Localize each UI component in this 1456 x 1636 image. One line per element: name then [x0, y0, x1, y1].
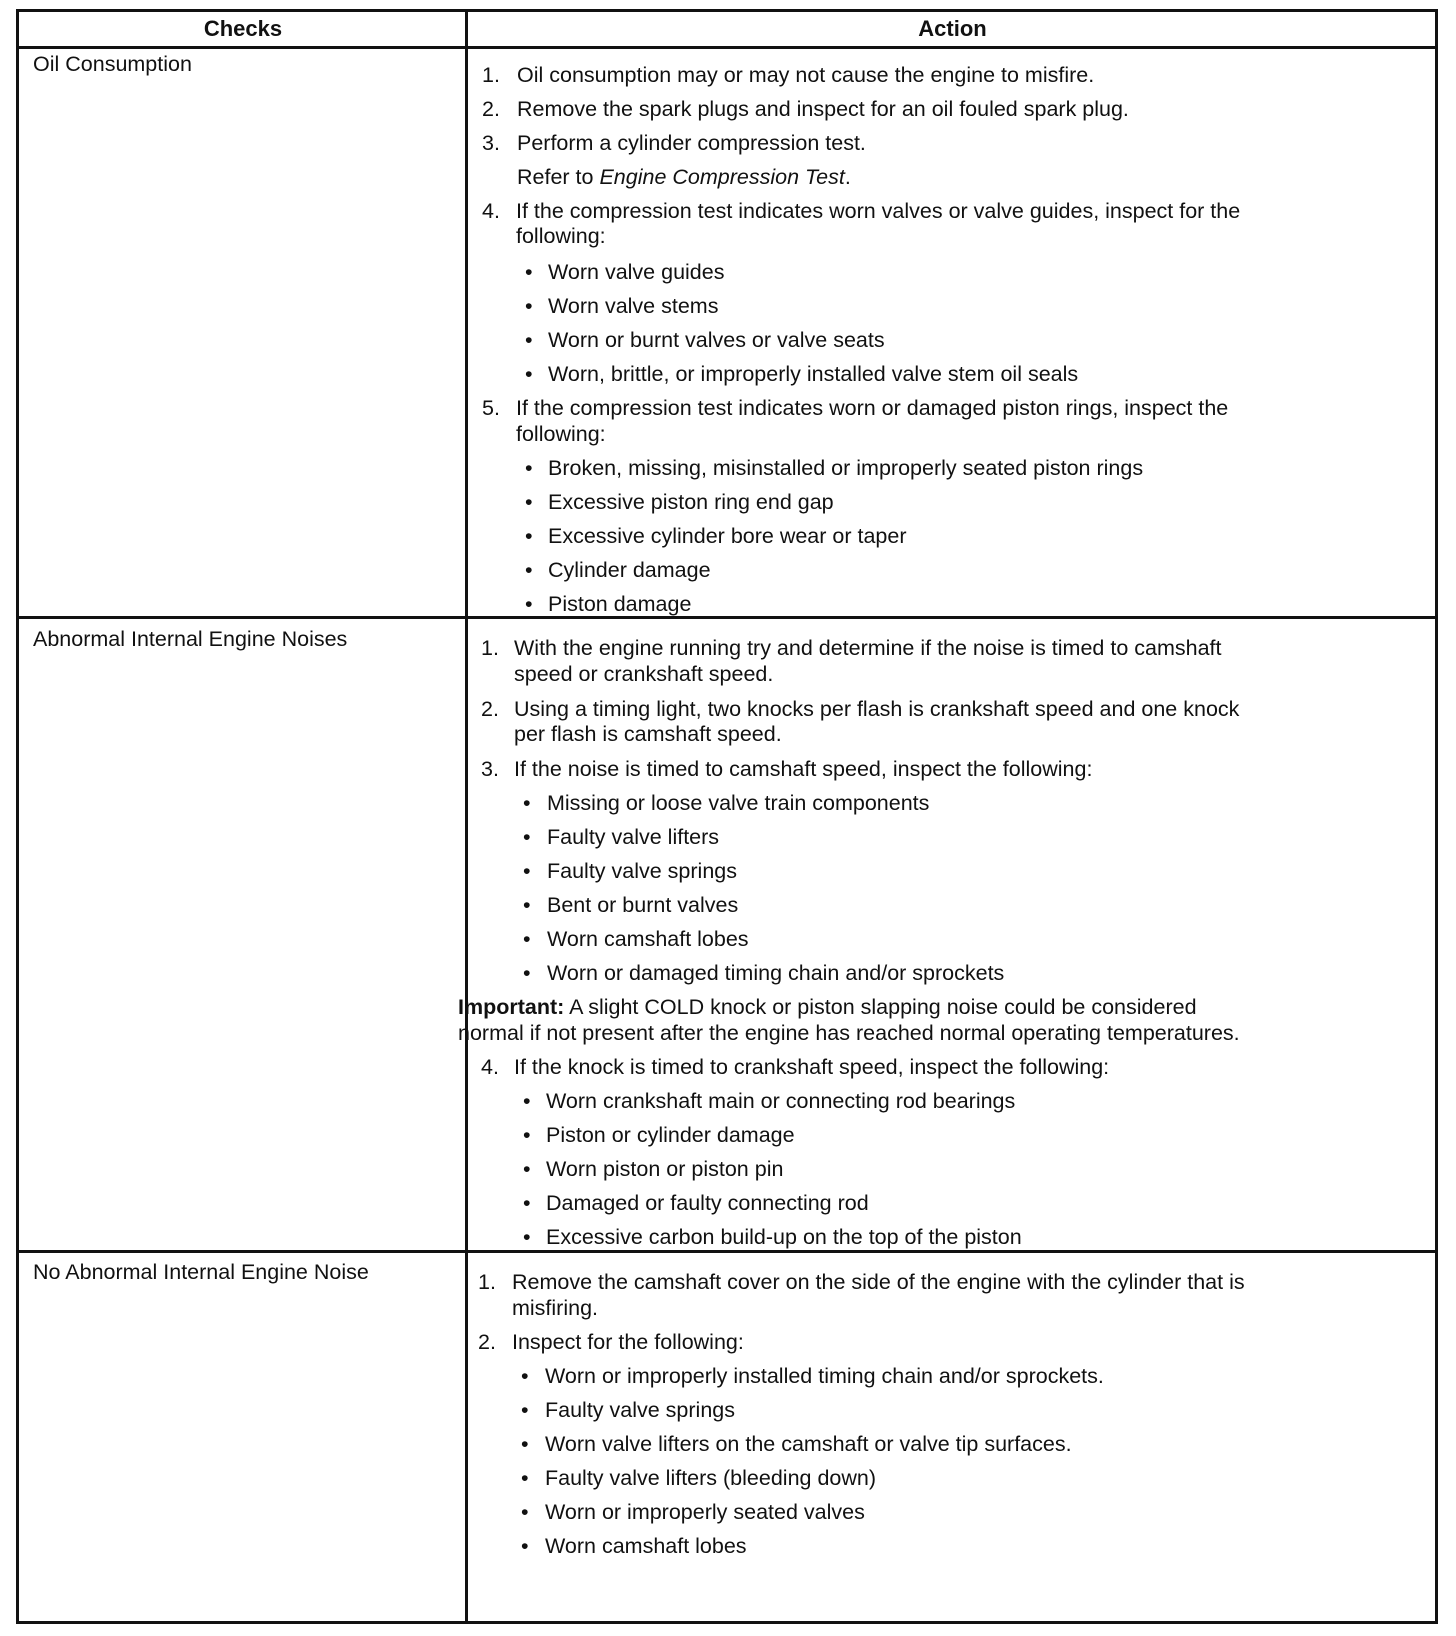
reference-suffix: .: [844, 165, 851, 189]
important-label: Important:: [458, 995, 565, 1019]
row-divider: [19, 616, 1435, 619]
bullet-icon: •: [525, 592, 533, 616]
bullet-text: Excessive cylinder bore wear or taper: [548, 524, 907, 548]
check-label: Abnormal Internal Engine Noises: [33, 627, 348, 651]
bullet-icon: •: [523, 1157, 531, 1181]
important-text: A slight COLD knock or piston slapping noise could be considered: [564, 995, 1197, 1019]
step-text: If the noise is timed to camshaft speed, inspect the following:: [514, 757, 1093, 781]
step-number: 5.: [482, 396, 500, 420]
bullet-icon: •: [523, 859, 531, 883]
bullet-text: Faulty valve springs: [547, 859, 737, 883]
step-number: 2.: [482, 97, 500, 121]
step-text: With the engine running try and determine if the noise is timed to camshaft: [514, 636, 1222, 660]
bullet-icon: •: [521, 1364, 529, 1388]
step-text: speed or crankshaft speed.: [514, 662, 774, 686]
bullet-text: Worn camshaft lobes: [545, 1534, 747, 1558]
table-header: [19, 12, 1435, 49]
bullet-text: Faulty valve lifters: [547, 825, 720, 849]
bullet-icon: •: [521, 1534, 529, 1558]
check-label: Oil Consumption: [33, 52, 192, 76]
step-text: Oil consumption may or may not cause the engine to misfire.: [517, 63, 1095, 87]
step-number: 1.: [481, 636, 499, 660]
bullet-text: Excessive piston ring end gap: [548, 490, 834, 514]
bullet-icon: •: [523, 825, 531, 849]
step-number: 1.: [482, 63, 500, 87]
bullet-icon: •: [523, 893, 531, 917]
bullet-icon: •: [525, 490, 533, 514]
bullet-icon: •: [523, 1123, 531, 1147]
bullet-text: Worn valve lifters on the camshaft or valve tip surfaces.: [545, 1432, 1072, 1456]
bullet-icon: •: [521, 1432, 529, 1456]
diagnostic-table: [16, 9, 1438, 1624]
action-column-header: Action: [918, 16, 987, 41]
step-text: following:: [516, 224, 606, 248]
bullet-text: Damaged or faulty connecting rod: [546, 1191, 869, 1215]
step-text: Remove the camshaft cover on the side of the engine with the cylinder that is: [512, 1270, 1245, 1294]
step-number: 3.: [482, 131, 500, 155]
bullet-icon: •: [525, 456, 533, 480]
step-number: 1.: [478, 1270, 496, 1294]
bullet-icon: •: [525, 260, 533, 284]
bullet-text: Worn, brittle, or improperly installed valve stem oil seals: [548, 362, 1079, 386]
step-text: If the knock is timed to crankshaft speed, inspect the following:: [514, 1055, 1110, 1079]
bullet-text: Worn or improperly installed timing chain and/or sprockets.: [545, 1364, 1104, 1388]
bullet-text: Broken, missing, misinstalled or improperly seated piston rings: [548, 456, 1144, 480]
important-note: [458, 995, 1197, 1020]
bullet-icon: •: [525, 362, 533, 386]
important-text: normal if not present after the engine has reached normal operating temperatures.: [458, 1021, 1240, 1045]
checks-column-header: Checks: [203, 16, 283, 41]
bullet-text: Worn or improperly seated valves: [545, 1500, 865, 1524]
step-number: 4.: [482, 199, 500, 223]
bullet-icon: •: [521, 1500, 529, 1524]
step-number: 2.: [478, 1330, 496, 1354]
bullet-text: Faulty valve lifters (bleeding down): [545, 1466, 877, 1490]
bullet-text: Excessive carbon build-up on the top of the piston: [546, 1225, 1022, 1249]
bullet-icon: •: [523, 1089, 531, 1113]
step-text: If the compression test indicates worn valves or valve guides, inspect for the: [516, 199, 1241, 223]
bullet-icon: •: [523, 1191, 531, 1215]
bullet-text: Worn camshaft lobes: [547, 927, 749, 951]
bullet-icon: •: [523, 791, 531, 815]
step-text: following:: [516, 422, 606, 446]
step-text: Using a timing light, two knocks per flash is crankshaft speed and one knock: [514, 697, 1240, 721]
bullet-text: Cylinder damage: [548, 558, 711, 582]
row-divider: [19, 1250, 1435, 1253]
bullet-icon: •: [525, 294, 533, 318]
step-text: If the compression test indicates worn or damaged piston rings, inspect the: [516, 396, 1229, 420]
column-divider: [465, 12, 468, 1621]
check-label: No Abnormal Internal Engine Noise: [33, 1260, 369, 1284]
bullet-icon: •: [521, 1398, 529, 1422]
bullet-text: Worn or burnt valves or valve seats: [548, 328, 885, 352]
step-number: 3.: [481, 757, 499, 781]
bullet-text: Faulty valve springs: [545, 1398, 735, 1422]
step-number: 2.: [481, 697, 499, 721]
bullet-text: Piston or cylinder damage: [546, 1123, 795, 1147]
step-text: per flash is camshaft speed.: [514, 722, 782, 746]
reference-link: Engine Compression Test: [599, 165, 845, 189]
reference-prefix: Refer to: [517, 165, 600, 189]
step-reference: [517, 165, 851, 190]
bullet-text: Worn piston or piston pin: [546, 1157, 784, 1181]
bullet-text: Worn valve guides: [548, 260, 725, 284]
bullet-text: Worn crankshaft main or connecting rod bearings: [546, 1089, 1016, 1113]
bullet-icon: •: [525, 524, 533, 548]
bullet-icon: •: [523, 1225, 531, 1249]
step-text: Perform a cylinder compression test.: [517, 131, 866, 155]
bullet-text: Worn valve stems: [548, 294, 719, 318]
bullet-icon: •: [521, 1466, 529, 1490]
bullet-icon: •: [523, 927, 531, 951]
bullet-icon: •: [525, 558, 533, 582]
step-number: 4.: [481, 1055, 499, 1079]
step-text: Remove the spark plugs and inspect for an oil fouled spark plug.: [517, 97, 1129, 121]
bullet-text: Worn or damaged timing chain and/or sprockets: [547, 961, 1005, 985]
step-text: Inspect for the following:: [512, 1330, 744, 1354]
step-text: misfiring.: [512, 1296, 599, 1320]
bullet-text: Bent or burnt valves: [547, 893, 739, 917]
bullet-icon: •: [525, 328, 533, 352]
bullet-text: Piston damage: [548, 592, 692, 616]
bullet-text: Missing or loose valve train components: [547, 791, 930, 815]
bullet-icon: •: [523, 961, 531, 985]
